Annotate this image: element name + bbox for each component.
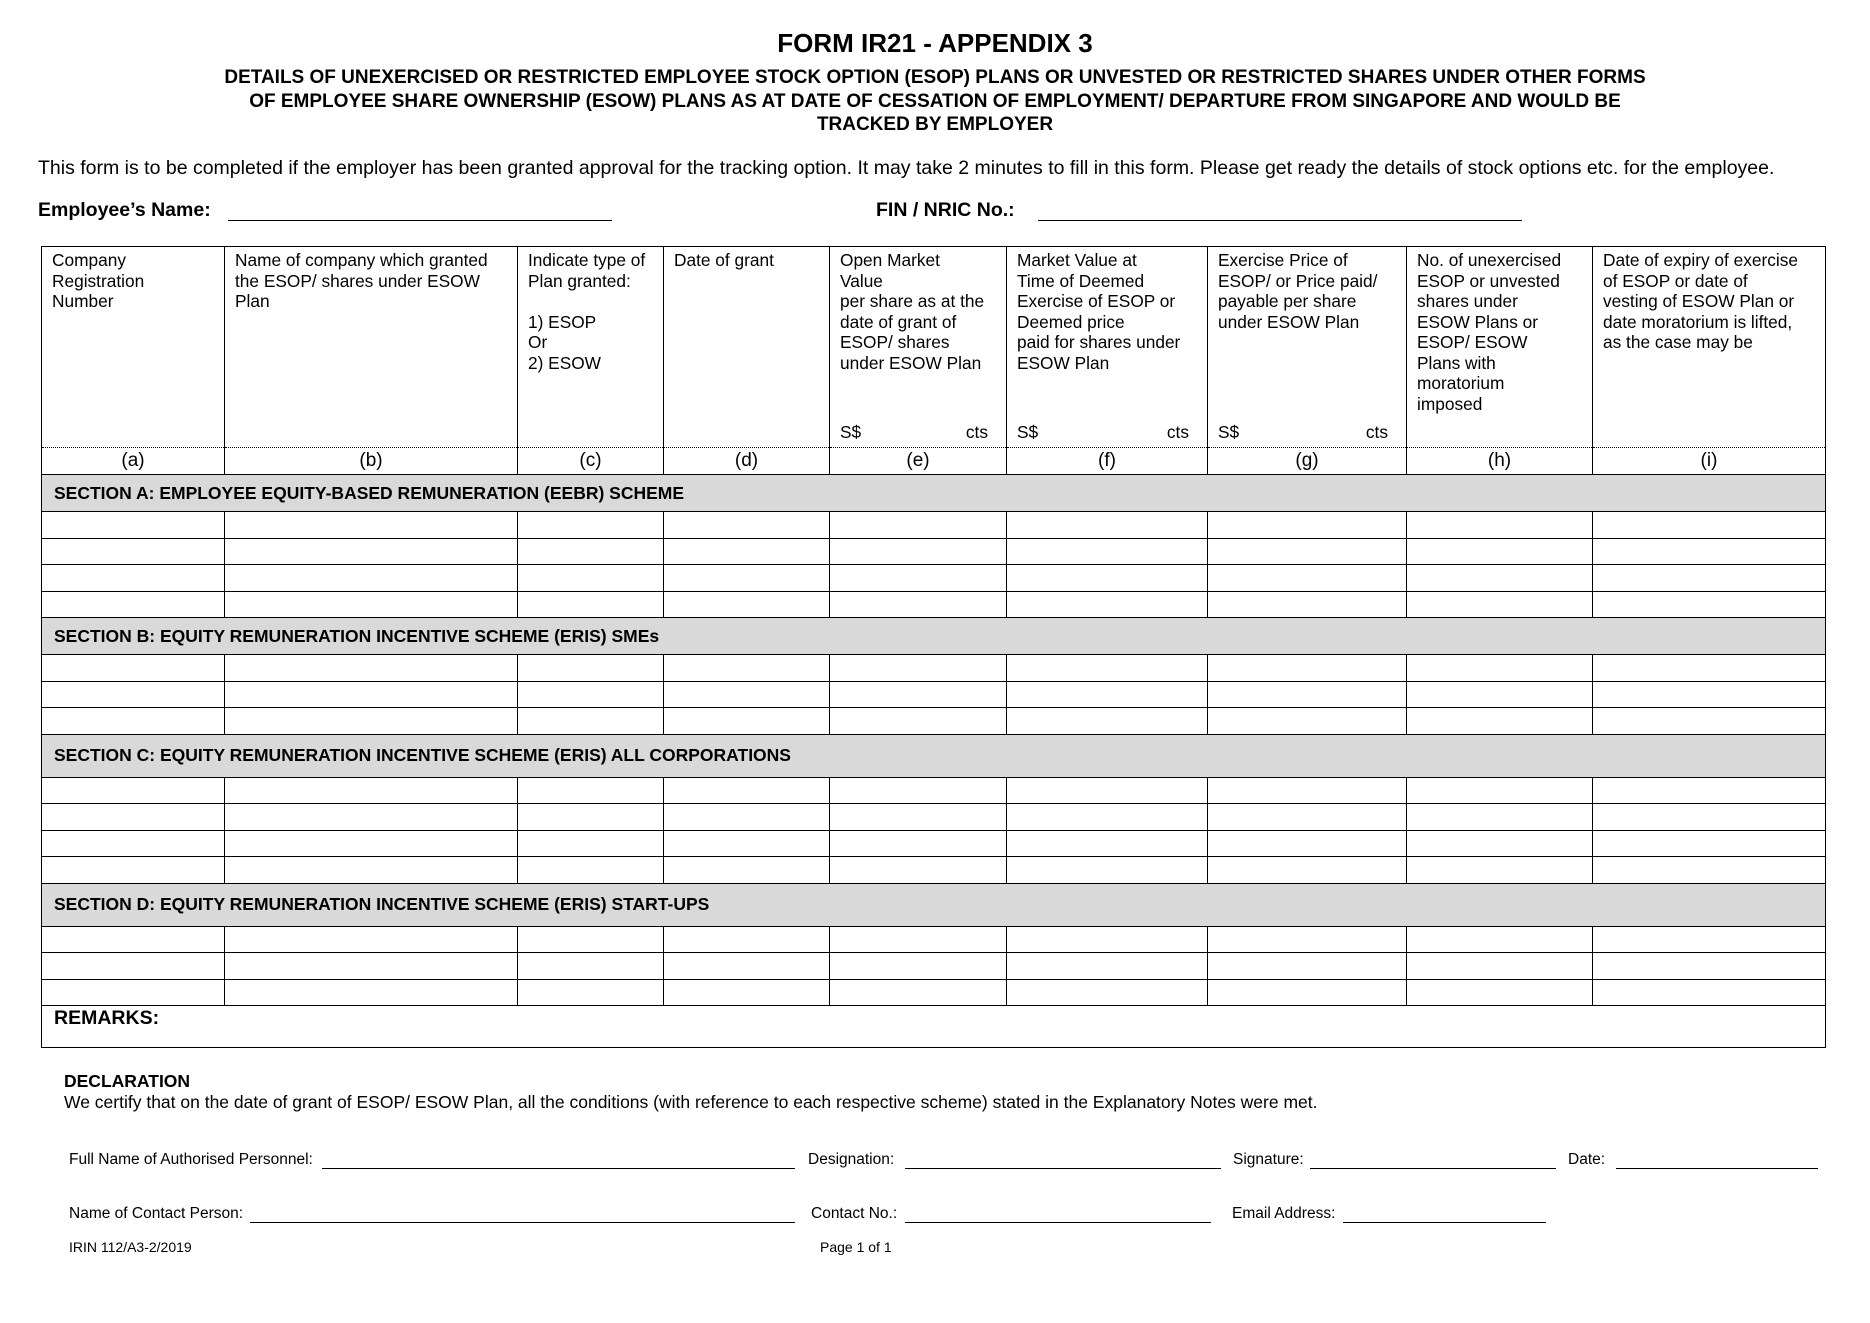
- column-header: [42, 247, 225, 448]
- table-cell-input[interactable]: [1208, 538, 1407, 565]
- email-label: Email Address:: [1232, 1205, 1336, 1222]
- table-cell-input[interactable]: [1593, 777, 1826, 804]
- dollar-unit: S$: [840, 421, 862, 442]
- table-cell-input[interactable]: [664, 565, 830, 592]
- table-cell-input[interactable]: [42, 777, 225, 804]
- column-header-line: per share as at the: [840, 291, 985, 311]
- table-cell-input[interactable]: [225, 512, 518, 539]
- designation-field[interactable]: [905, 1168, 1221, 1169]
- table-cell-input[interactable]: [1593, 804, 1826, 831]
- column-header-line: Indicate type of: [528, 250, 646, 270]
- table-cell-input[interactable]: [1407, 655, 1593, 682]
- table-cell-input[interactable]: [664, 538, 830, 565]
- table-row: [42, 979, 1826, 1006]
- declaration-title: DECLARATION: [64, 1071, 191, 1091]
- column-letter: (b): [225, 448, 518, 475]
- email-field[interactable]: [1343, 1222, 1546, 1223]
- table-cell-input[interactable]: [1593, 565, 1826, 592]
- column-header-line: vesting of ESOW Plan or: [1603, 291, 1795, 311]
- table-cell-input[interactable]: [42, 681, 225, 708]
- column-header-line: Or: [528, 332, 548, 352]
- section-title: SECTION D: EQUITY REMUNERATION INCENTIVE SCHEME (ERIS) START-UPS: [42, 883, 1826, 926]
- table-cell-input[interactable]: [518, 512, 664, 539]
- column-header-line: under ESOW Plan: [840, 352, 982, 373]
- column-header-line: as the case may be: [1603, 332, 1753, 352]
- column-header-line: Value: [840, 270, 883, 291]
- table-cell-input[interactable]: [1407, 953, 1593, 980]
- column-header: [518, 247, 664, 448]
- column-letter: (a): [42, 448, 225, 475]
- table-cell-input[interactable]: [1407, 538, 1593, 565]
- column-header-line: Date of grant: [674, 250, 774, 270]
- table-cell-input[interactable]: [1407, 565, 1593, 592]
- table-cell-input[interactable]: [518, 565, 664, 592]
- table-cell-input[interactable]: [1593, 591, 1826, 618]
- column-letter: (h): [1407, 448, 1593, 475]
- table-cell-input[interactable]: [518, 857, 664, 884]
- table-cell-input[interactable]: [42, 857, 225, 884]
- table-cell-input[interactable]: [225, 830, 518, 857]
- table-row: [42, 538, 1826, 565]
- declaration-text: We certify that on the date of grant of ESOP/ ESOW Plan, all the conditions (with reference to each respective scheme) stated in the Explanatory Notes were met.: [64, 1092, 1318, 1112]
- table-cell-input[interactable]: [1007, 804, 1208, 831]
- table-cell-input[interactable]: [1208, 591, 1407, 618]
- table-cell-input[interactable]: [664, 804, 830, 831]
- column-header-line: Date of expiry of exercise: [1603, 250, 1798, 270]
- remarks-field[interactable]: [42, 1006, 1826, 1048]
- column-header-line: moratorium: [1417, 373, 1505, 393]
- table-cell-input[interactable]: [518, 538, 664, 565]
- table-cell-input[interactable]: [1208, 830, 1407, 857]
- remarks-label: REMARKS:: [54, 1007, 160, 1029]
- fin-nric-field[interactable]: [1038, 220, 1522, 221]
- table-cell-input[interactable]: [225, 777, 518, 804]
- table-row: [42, 953, 1826, 980]
- signature-field[interactable]: [1310, 1168, 1556, 1169]
- table-cell-input[interactable]: [225, 538, 518, 565]
- table-cell-input[interactable]: [1208, 857, 1407, 884]
- currency-units: [840, 422, 1000, 443]
- column-letter: (c): [518, 448, 664, 475]
- table-cell-input[interactable]: [830, 655, 1007, 682]
- column-header-line: Plan: [235, 291, 270, 311]
- currency-units: [1017, 422, 1201, 443]
- currency-units: [1218, 422, 1400, 443]
- subtitle-line: TRACKED BY EMPLOYER: [816, 114, 1054, 135]
- table-cell-input[interactable]: [830, 681, 1007, 708]
- table-cell-input[interactable]: [664, 857, 830, 884]
- date-label: Date:: [1568, 1151, 1606, 1168]
- table-cell-input[interactable]: [1007, 591, 1208, 618]
- table-cell-input[interactable]: [225, 804, 518, 831]
- table-row: [42, 926, 1826, 953]
- column-letter: (d): [664, 448, 830, 475]
- fin-nric-label: FIN / NRIC No.:: [876, 199, 1015, 221]
- table-cell-input[interactable]: [664, 926, 830, 953]
- table-cell-input[interactable]: [830, 979, 1007, 1006]
- column-header-line: paid for shares under: [1017, 332, 1181, 352]
- table-cell-input[interactable]: [225, 953, 518, 980]
- table-cell-input[interactable]: [1208, 512, 1407, 539]
- table-cell-input[interactable]: [1407, 857, 1593, 884]
- column-header-line: ESOP/ ESOW: [1417, 332, 1528, 352]
- full-name-field[interactable]: [322, 1168, 795, 1169]
- table-cell-input[interactable]: [1593, 538, 1826, 565]
- dollar-unit: S$: [1017, 421, 1039, 442]
- table-cell-input[interactable]: [42, 591, 225, 618]
- section-title: SECTION A: EMPLOYEE EQUITY-BASED REMUNERATION (EEBR) SCHEME: [42, 475, 1826, 512]
- table-cell-input[interactable]: [1208, 979, 1407, 1006]
- table-row: [42, 777, 1826, 804]
- table-cell-input[interactable]: [42, 830, 225, 857]
- column-header-line: ESOW Plan: [1017, 352, 1110, 373]
- table-cell-input[interactable]: [225, 655, 518, 682]
- column-header: [1007, 247, 1208, 448]
- column-header-line: Company: [52, 250, 126, 270]
- column-header-line: shares under: [1417, 291, 1518, 311]
- table-cell-input[interactable]: [518, 681, 664, 708]
- table-row: [42, 708, 1826, 735]
- full-name-label: Full Name of Authorised Personnel:: [69, 1151, 313, 1168]
- column-header-line: 1) ESOP: [528, 311, 597, 332]
- table-cell-input[interactable]: [1593, 926, 1826, 953]
- column-letter: (f): [1007, 448, 1208, 475]
- table-cell-input[interactable]: [1407, 979, 1593, 1006]
- table-cell-input[interactable]: [225, 591, 518, 618]
- table-cell-input[interactable]: [1208, 953, 1407, 980]
- column-header-line: ESOP/ or Price paid/: [1218, 270, 1378, 291]
- column-header-line: date of grant of: [840, 311, 957, 332]
- esop-details-table: [41, 246, 1826, 1048]
- table-row: [42, 655, 1826, 682]
- table-cell-input[interactable]: [225, 708, 518, 735]
- table-cell-input[interactable]: [1208, 708, 1407, 735]
- table-cell-input[interactable]: [42, 708, 225, 735]
- table-cell-input[interactable]: [1007, 681, 1208, 708]
- table-cell-input[interactable]: [1007, 857, 1208, 884]
- column-header-line: Name of company which granted: [235, 250, 488, 270]
- column-header-line: ESOP or unvested: [1417, 270, 1560, 291]
- table-row: [42, 681, 1826, 708]
- column-header-line: Open Market: [840, 250, 940, 270]
- column-header-line: Plans with: [1417, 352, 1496, 373]
- table-cell-input[interactable]: [664, 708, 830, 735]
- page-number: Page 1 of 1: [820, 1239, 892, 1255]
- table-cell-input[interactable]: [1593, 979, 1826, 1006]
- table-cell-input[interactable]: [518, 979, 664, 1006]
- designation-label: Designation:: [808, 1151, 895, 1168]
- table-cell-input[interactable]: [518, 777, 664, 804]
- table-cell-input[interactable]: [830, 857, 1007, 884]
- cents-unit: cts: [1365, 421, 1388, 442]
- table-cell-input[interactable]: [830, 926, 1007, 953]
- table-cell-input[interactable]: [664, 681, 830, 708]
- table-cell-input[interactable]: [1593, 655, 1826, 682]
- table-cell-input[interactable]: [42, 979, 225, 1006]
- table-cell-input[interactable]: [830, 538, 1007, 565]
- table-cell-input[interactable]: [1208, 565, 1407, 592]
- contact-person-field[interactable]: [250, 1222, 795, 1223]
- table-cell-input[interactable]: [42, 655, 225, 682]
- table-cell-input[interactable]: [1007, 538, 1208, 565]
- column-letter: (i): [1593, 448, 1826, 475]
- table-cell-input[interactable]: [830, 591, 1007, 618]
- column-header: [1208, 247, 1407, 448]
- column-header-line: Deemed price: [1017, 311, 1125, 332]
- column-header-line: Market Value at: [1017, 250, 1137, 270]
- column-header: [1593, 247, 1826, 448]
- table-cell-input[interactable]: [225, 857, 518, 884]
- table-cell-input[interactable]: [42, 538, 225, 565]
- cents-unit: cts: [1166, 421, 1189, 442]
- column-header: [830, 247, 1007, 448]
- column-header-line: 2) ESOW: [528, 352, 601, 373]
- column-header-line: ESOW Plans or: [1417, 311, 1539, 332]
- employee-name-field[interactable]: [228, 220, 612, 221]
- contact-no-field[interactable]: [905, 1222, 1211, 1223]
- table-cell-input[interactable]: [664, 591, 830, 618]
- table-row: [42, 830, 1826, 857]
- column-header-line: No. of unexercised: [1417, 250, 1562, 270]
- column-header-line: Plan granted:: [528, 270, 631, 291]
- column-header: [225, 247, 518, 448]
- table-cell-input[interactable]: [1407, 708, 1593, 735]
- subtitle-line: DETAILS OF UNEXERCISED OR RESTRICTED EMPLOYEE STOCK OPTION (ESOP) PLANS OR UNVESTED OR RESTRICTED SHARES UNDER OTHER FORMS: [224, 67, 1646, 88]
- table-cell-input[interactable]: [1208, 804, 1407, 831]
- table-cell-input[interactable]: [518, 708, 664, 735]
- table-cell-input[interactable]: [1208, 655, 1407, 682]
- column-header-line: Number: [52, 291, 114, 311]
- column-header-line: ESOP/ shares: [840, 332, 950, 352]
- form-subtitle: [0, 66, 1870, 137]
- table-row: [42, 565, 1826, 592]
- table-cell-input[interactable]: [1407, 926, 1593, 953]
- table-cell-input[interactable]: [1407, 681, 1593, 708]
- table-cell-input[interactable]: [1407, 591, 1593, 618]
- column-letter: (e): [830, 448, 1007, 475]
- table-cell-input[interactable]: [664, 655, 830, 682]
- table-cell-input[interactable]: [518, 953, 664, 980]
- table-cell-input[interactable]: [225, 681, 518, 708]
- table-cell-input[interactable]: [1593, 857, 1826, 884]
- table-row: [42, 512, 1826, 539]
- table-cell-input[interactable]: [1208, 926, 1407, 953]
- table-cell-input[interactable]: [1407, 512, 1593, 539]
- section-title: SECTION C: EQUITY REMUNERATION INCENTIVE SCHEME (ERIS) ALL CORPORATIONS: [42, 734, 1826, 777]
- table-cell-input[interactable]: [1407, 777, 1593, 804]
- column-header-line: payable per share: [1218, 291, 1357, 311]
- table-cell-input[interactable]: [518, 804, 664, 831]
- table-cell-input[interactable]: [1593, 953, 1826, 980]
- table-cell-input[interactable]: [42, 953, 225, 980]
- table-cell-input[interactable]: [1593, 708, 1826, 735]
- subtitle-line: OF EMPLOYEE SHARE OWNERSHIP (ESOW) PLANS AS AT DATE OF CESSATION OF EMPLOYMENT/ DEPARTURE FROM SINGAPORE AND WOULD BE: [249, 90, 1621, 112]
- intro-text: This form is to be completed if the employer has been granted approval for the tracking option. It may take 2 minutes to fill in this form. Please get ready the details of stock options etc. for the employee.: [38, 157, 1775, 179]
- table-cell-input[interactable]: [225, 979, 518, 1006]
- column-header-line: [528, 291, 657, 312]
- column-letter: (g): [1208, 448, 1407, 475]
- employee-name-label: Employee’s Name:: [38, 199, 211, 221]
- table-row: [42, 591, 1826, 618]
- table-cell-input[interactable]: [42, 804, 225, 831]
- table-cell-input[interactable]: [664, 979, 830, 1006]
- table-cell-input[interactable]: [1007, 565, 1208, 592]
- column-header-line: under ESOW Plan: [1218, 311, 1360, 332]
- table-cell-input[interactable]: [830, 830, 1007, 857]
- column-header: [664, 247, 830, 448]
- table-row: [42, 804, 1826, 831]
- table-cell-input[interactable]: [42, 512, 225, 539]
- table-cell-input[interactable]: [1007, 979, 1208, 1006]
- column-header-line: of ESOP or date of: [1603, 270, 1748, 291]
- column-header-line: imposed: [1417, 393, 1483, 414]
- table-cell-input[interactable]: [1007, 708, 1208, 735]
- column-header-line: Exercise Price of: [1218, 250, 1348, 270]
- table-cell-input[interactable]: [1007, 777, 1208, 804]
- date-field[interactable]: [1616, 1168, 1818, 1169]
- column-header-line: Exercise of ESOP or: [1017, 291, 1176, 311]
- table-cell-input[interactable]: [42, 565, 225, 592]
- column-header-line: date moratorium is lifted,: [1603, 311, 1793, 332]
- table-cell-input[interactable]: [1007, 512, 1208, 539]
- column-header-line: the ESOP/ shares under ESOW: [235, 270, 480, 291]
- table-cell-input[interactable]: [830, 777, 1007, 804]
- table-cell-input[interactable]: [830, 708, 1007, 735]
- table-cell-input[interactable]: [830, 953, 1007, 980]
- table-cell-input[interactable]: [42, 926, 225, 953]
- table-cell-input[interactable]: [1007, 926, 1208, 953]
- dollar-unit: S$: [1218, 421, 1240, 442]
- contact-no-label: Contact No.:: [811, 1205, 898, 1222]
- contact-person-label: Name of Contact Person:: [69, 1205, 244, 1222]
- column-header-line: Registration: [52, 270, 145, 291]
- table-cell-input[interactable]: [1407, 830, 1593, 857]
- table-cell-input[interactable]: [1208, 777, 1407, 804]
- table-cell-input[interactable]: [1407, 804, 1593, 831]
- table-cell-input[interactable]: [664, 953, 830, 980]
- table-cell-input[interactable]: [518, 830, 664, 857]
- table-cell-input[interactable]: [518, 926, 664, 953]
- cents-unit: cts: [965, 421, 988, 442]
- table-cell-input[interactable]: [1007, 953, 1208, 980]
- table-cell-input[interactable]: [664, 777, 830, 804]
- table-cell-input[interactable]: [518, 591, 664, 618]
- table-cell-input[interactable]: [518, 655, 664, 682]
- table-cell-input[interactable]: [830, 565, 1007, 592]
- table-cell-input[interactable]: [1593, 512, 1826, 539]
- table-cell-input[interactable]: [225, 565, 518, 592]
- table-cell-input[interactable]: [830, 804, 1007, 831]
- table-cell-input[interactable]: [830, 512, 1007, 539]
- column-header: [1407, 247, 1593, 448]
- table-cell-input[interactable]: [1593, 681, 1826, 708]
- table-cell-input[interactable]: [1007, 655, 1208, 682]
- table-cell-input[interactable]: [1593, 830, 1826, 857]
- signature-label: Signature:: [1233, 1151, 1304, 1168]
- table-cell-input[interactable]: [1007, 830, 1208, 857]
- column-header-line: Time of Deemed: [1017, 270, 1145, 291]
- table-cell-input[interactable]: [664, 512, 830, 539]
- table-cell-input[interactable]: [664, 830, 830, 857]
- form-code: IRIN 112/A3-2/2019: [69, 1239, 192, 1255]
- section-title: SECTION B: EQUITY REMUNERATION INCENTIVE SCHEME (ERIS) SMEs: [42, 618, 1826, 655]
- table-row: [42, 857, 1826, 884]
- table-cell-input[interactable]: [225, 926, 518, 953]
- form-title: FORM IR21 - APPENDIX 3: [777, 28, 1093, 58]
- table-cell-input[interactable]: [1208, 681, 1407, 708]
